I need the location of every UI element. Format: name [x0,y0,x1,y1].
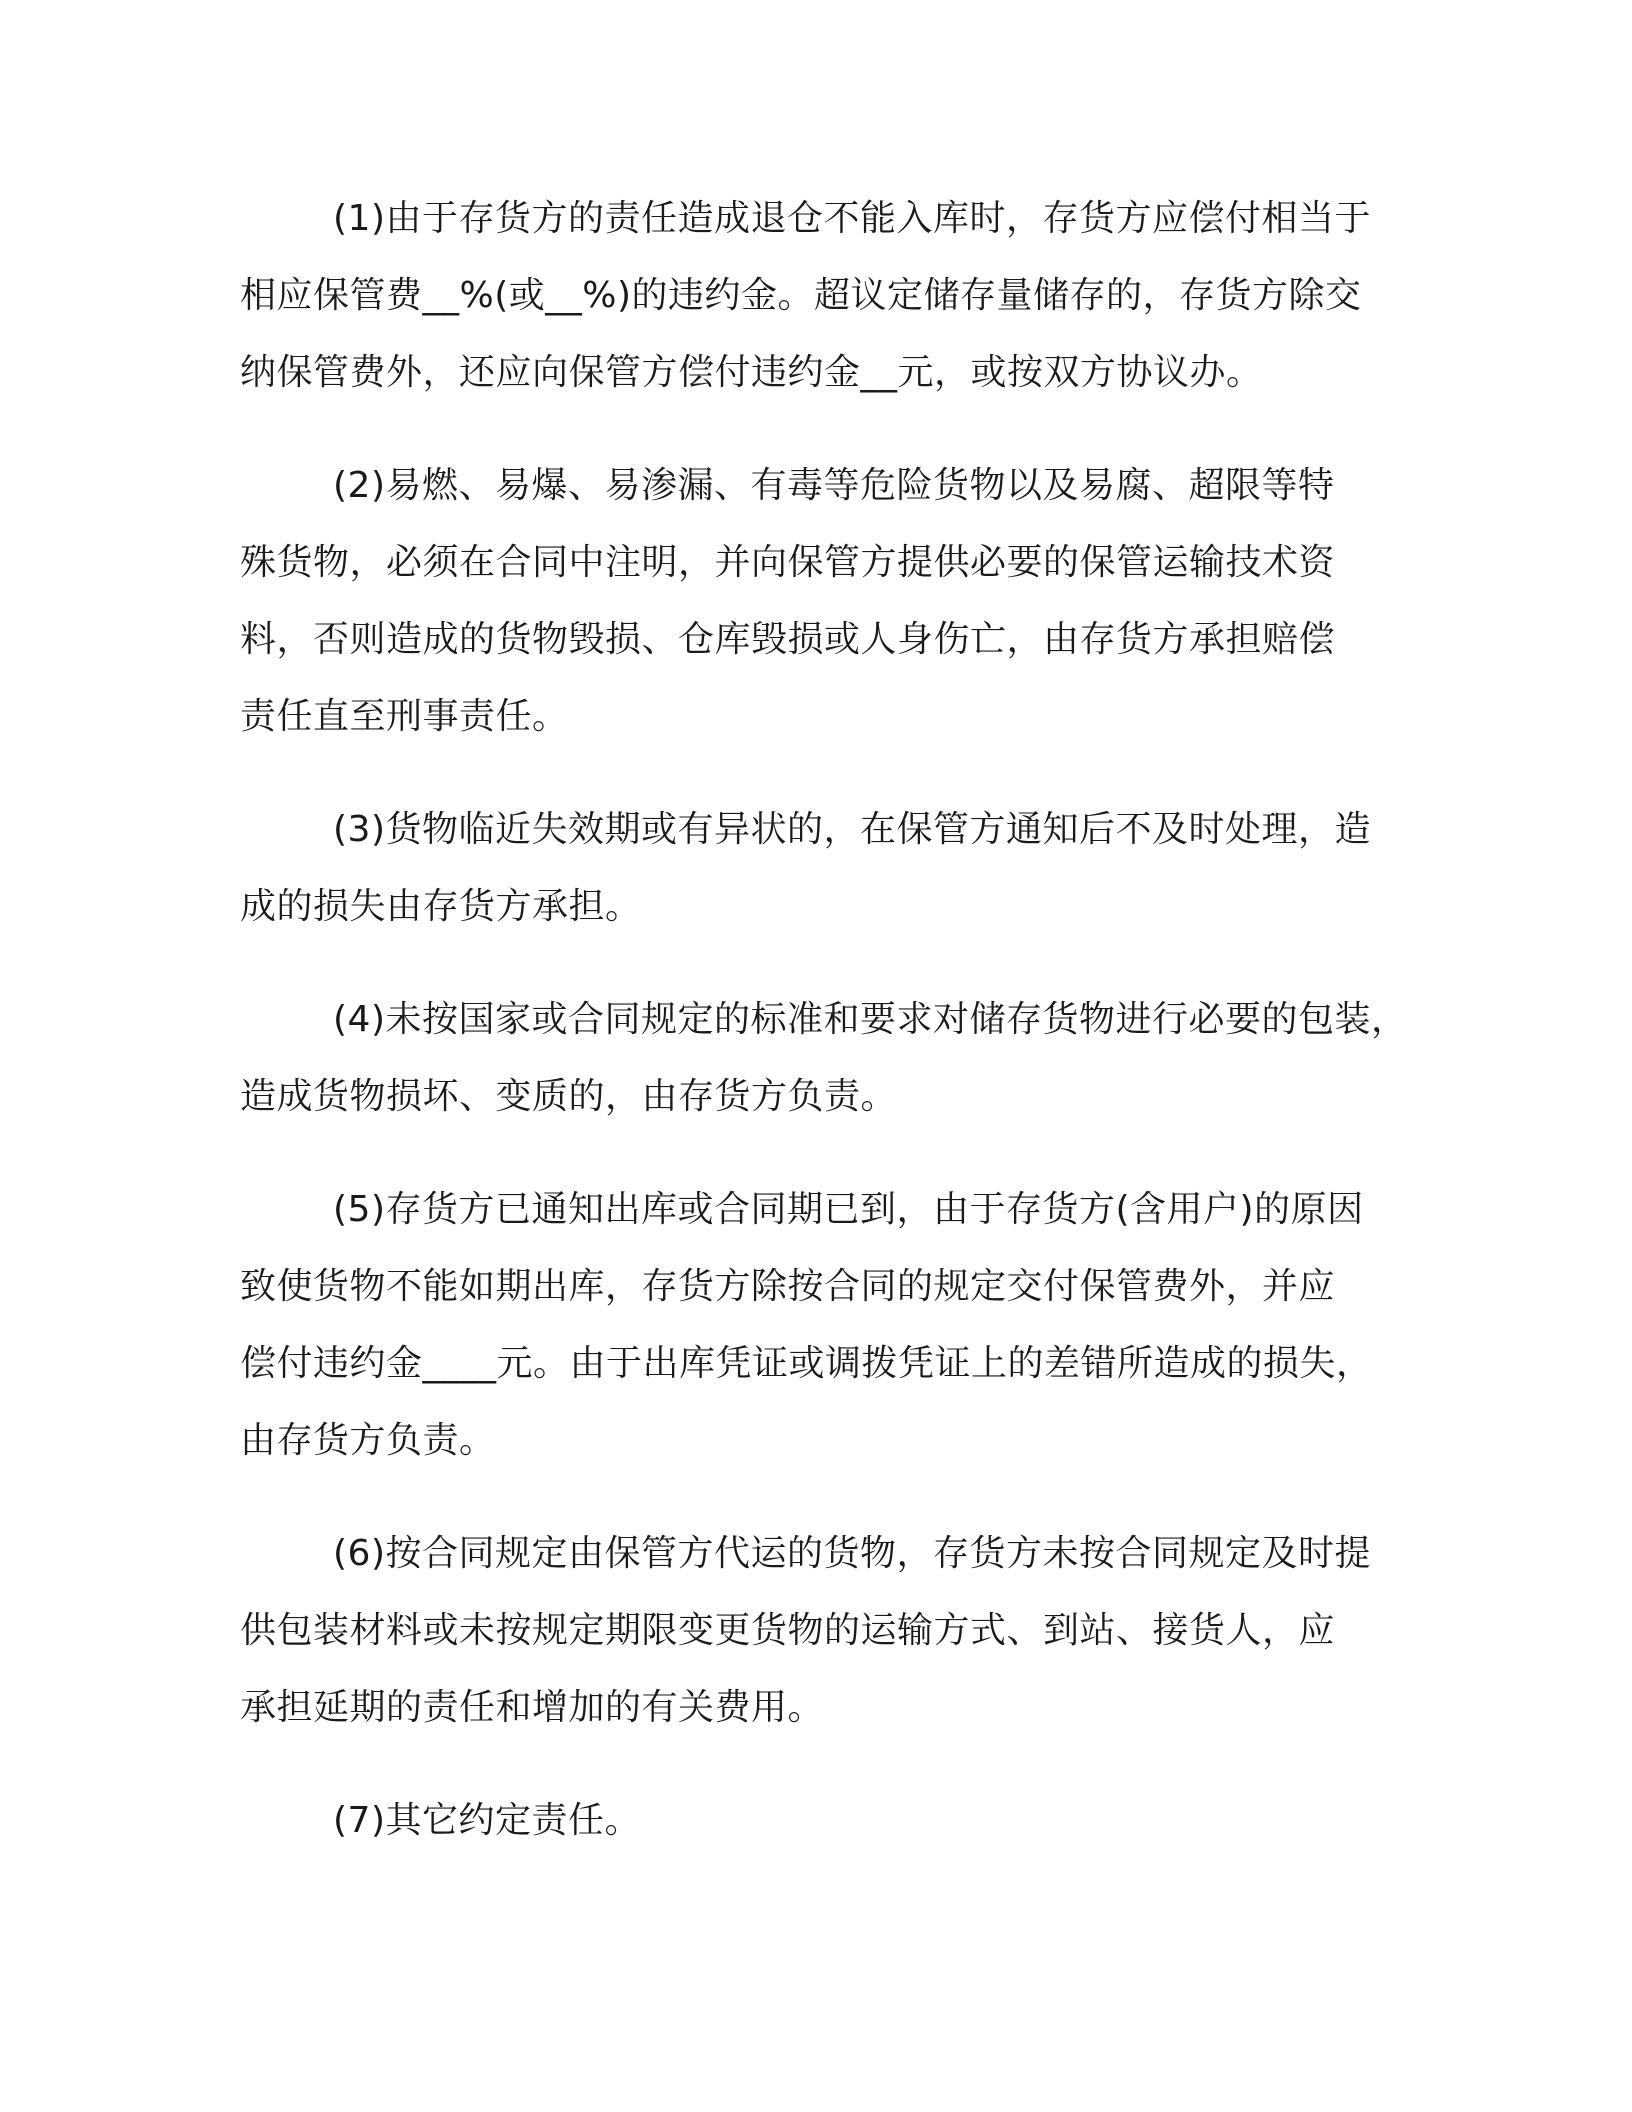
clause-4 [240,981,1410,1135]
clause-text-line: 由存货方负责。 [240,1420,496,1461]
clause-text-line: (7)其它约定责任。 [333,1800,641,1841]
clause-7 [240,1782,1410,1859]
clause-text-line: 供包装材料或未按规定期限变更货物的运输方式、到站、接货人，应 [240,1610,1336,1651]
clause-text-line: 料，否则造成的货物毁损、仓库毁损或人身伤亡，由存货方承担赔偿 [240,619,1336,660]
clause-text-line: 成的损失由存货方承担。 [240,886,642,927]
clause-text-line: (3)货物临近失效期或有异状的，在保管方通知后不及时处理，造 [333,809,1371,850]
clause-1 [240,180,1410,411]
clause-6 [240,1515,1410,1746]
clause-text-line: (5)存货方已通知出库或合同期已到，由于存货方(含用户)的原因 [333,1189,1364,1230]
clause-text-line: (2)易燃、易爆、易渗漏、有毒等危险货物以及易腐、超限等特 [333,465,1335,506]
clause-2 [240,447,1410,755]
clause-text-line: (6)按合同规定由保管方代运的货物，存货方未按合同规定及时提 [333,1533,1371,1574]
clause-text-line: 纳保管费外，还应向保管方偿付违约金__元，或按双方协议办。 [240,352,1263,393]
clause-text-line: (4)未按国家或合同规定的标准和要求对储存货物进行必要的包装， [333,999,1408,1040]
clause-text-line: 责任直至刑事责任。 [240,696,569,737]
clause-text-line: 偿付违约金____元。由于出库凭证或调拨凭证上的差错所造成的损失， [240,1343,1373,1384]
clause-text-line: 致使货物不能如期出库，存货方除按合同的规定交付保管费外，并应 [240,1266,1336,1307]
clause-text-line: 殊货物，必须在合同中注明，并向保管方提供必要的保管运输技术资 [240,542,1336,583]
clause-5 [240,1171,1410,1479]
clause-text-line: (1)由于存货方的责任造成退仓不能入库时，存货方应偿付相当于 [333,198,1371,239]
clause-text-line: 相应保管费__%(或__%)的违约金。超议定储存量储存的，存货方除交 [240,275,1362,316]
clause-text-line: 承担延期的责任和增加的有关费用。 [240,1687,825,1728]
document-body [240,180,1410,1895]
clause-3 [240,791,1410,945]
clause-text-line: 造成货物损坏、变质的，由存货方负责。 [240,1076,898,1117]
